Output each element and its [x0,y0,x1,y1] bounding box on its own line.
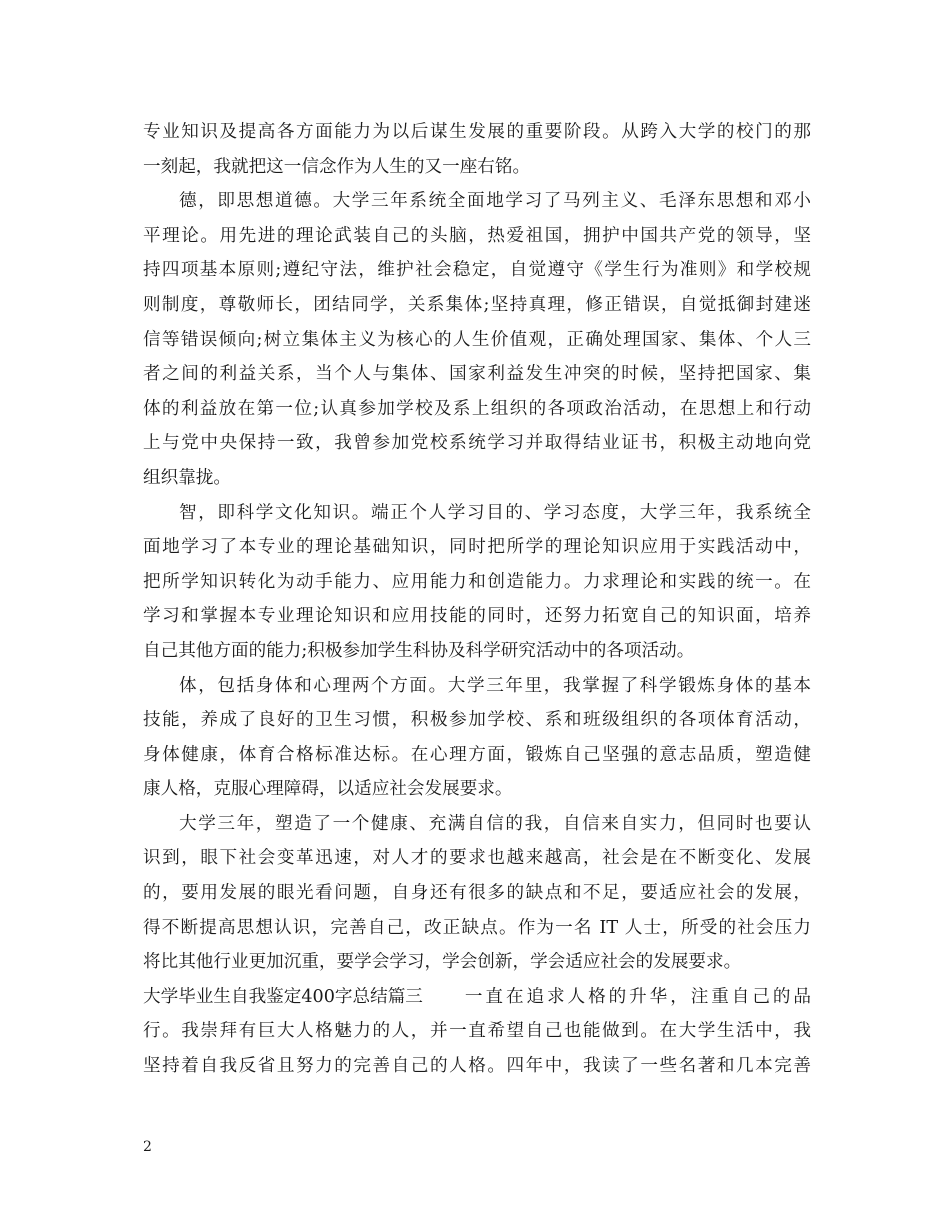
text-line: 大学三年，塑造了一个健康、充满自信的我，自信来自实力，但同时也要认 [179,813,811,834]
text-line: 体的利益放在第一位;认真参加学校及系上组织的各项政治活动，在思想上和行动 [143,398,811,419]
text-line: 上与党中央保持一致，我曾参加党校系统学习并取得结业证书，积极主动地向党 [143,433,811,454]
text-line: 一刻起，我就把这一信念作为人生的又一座右铭。 [143,156,531,177]
text-line: 智，即科学文化知识。端正个人学习目的、学习态度，大学三年，我系统全 [179,502,811,523]
body-text [143,115,811,1084]
text-line: 坚持着自我反省且努力的完善自己的人格。四年中，我读了一些名著和几本完善 [143,1056,811,1077]
text-line: 者之间的利益关系，当个人与集体、国家利益发生冲突的时候，坚持把国家、集 [143,364,811,385]
text-line: 平理论。用先进的理论武装自己的头脑，热爱祖国，拥护中国共产党的领导，坚 [143,225,811,246]
text-line: 一直在追求人格的升华，注重自己的品 [464,986,811,1007]
text-line: 得不断提高思想认识，完善自己，改正缺点。作为一名 IT 人士，所受的社会压力 [143,917,811,938]
text-line: 专业知识及提高各方面能力为以后谋生发展的重要阶段。从跨入大学的校门的那 [143,122,811,142]
text-line: 信等错误倾向;树立集体主义为核心的人生价值观，正确处理国家、集体、个人三 [143,329,811,350]
text-line: 德，即思想道德。大学三年系统全面地学习了马列主义、毛泽东思想和邓小 [179,191,811,212]
text-line: 行。我崇拜有巨大人格魅力的人，并一直希望自己也能做到。在大学生活中，我 [143,1021,811,1042]
text-line: 技能，养成了良好的卫生习惯，积极参加学校、系和班级组织的各项体育活动， [143,710,811,731]
text-line: 持四项基本原则;遵纪守法，维护社会稳定，自觉遵守《学生行为准则》和学校规 [143,260,811,281]
text-line: 则制度，尊敬师长，团结同学，关系集体;坚持真理，修正错误，自觉抵御封建迷 [143,294,811,315]
page-number: 2 [143,1139,152,1155]
text-line: 的，要用发展的眼光看问题，自身还有很多的缺点和不足，要适应社会的发展， [143,883,811,904]
text-line: 组织靠拢。 [143,467,231,488]
text-line: 康人格，克服心理障碍，以适应社会发展要求。 [143,779,513,800]
text-line: 面地学习了本专业的理论基础知识，同时把所学的理论知识应用于实践活动中， [143,537,811,558]
text-line: 自己其他方面的能力;积极参加学生科协及科学研究活动中的各项活动。 [143,640,695,661]
text-line: 体，包括身体和心理两个方面。大学三年里，我掌握了科学锻炼身体的基本 [179,675,811,696]
text-line: 将比其他行业更加沉重，要学会学习，学会创新，学会适应社会的发展要求。 [143,952,742,973]
section-heading-line [143,980,811,1015]
text-line: 学习和掌握本专业理论知识和应用技能的同时，还努力拓宽自己的知识面，培养 [143,606,811,627]
section-heading: 大学毕业生自我鉴定400字总结篇三 [143,986,423,1007]
text-line: 身体健康，体育合格标准达标。在心理方面，锻炼自己坚强的意志品质，塑造健 [143,744,811,765]
text-line: 把所学知识转化为动手能力、应用能力和创造能力。力求理论和实践的统一。在 [143,571,811,592]
text-line: 识到，眼下社会变革迅速，对人才的要求也越来越高，社会是在不断变化、发展 [143,848,811,869]
heading-gap [423,980,465,1015]
